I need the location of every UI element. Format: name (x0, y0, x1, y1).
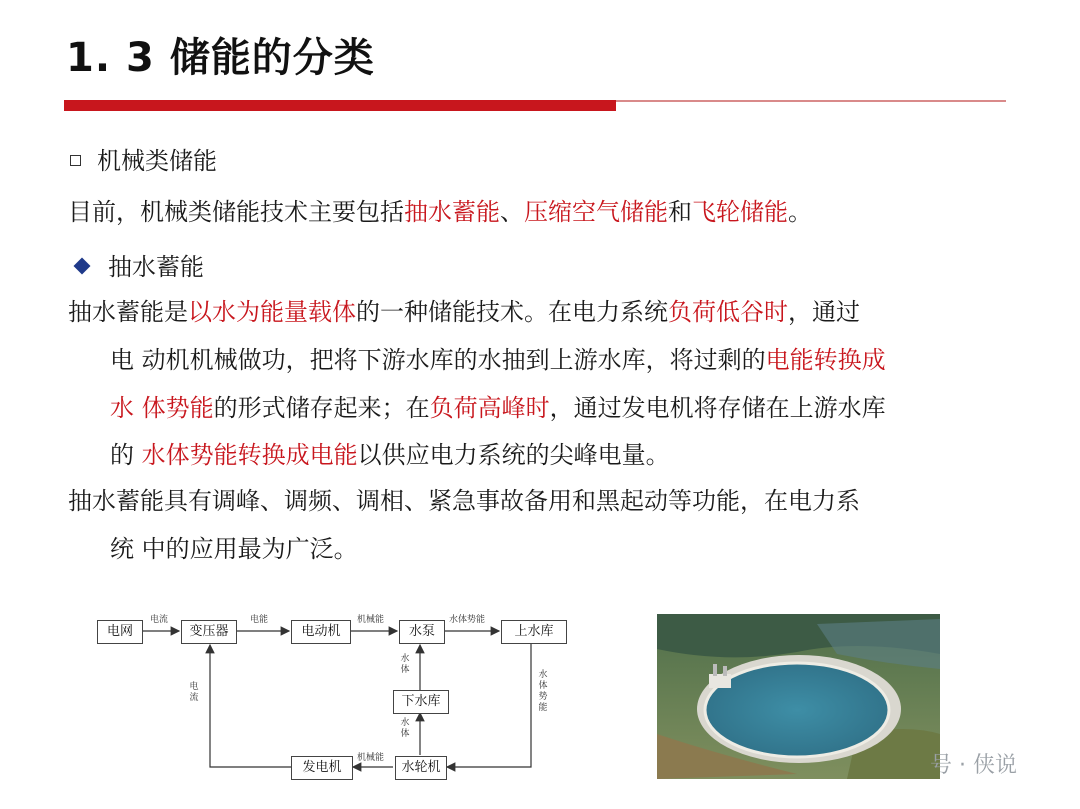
para1-line1 (68, 297, 860, 327)
body-text: 的一种储能技术。在电力系统 (356, 298, 668, 326)
reservoir-photo (657, 614, 940, 779)
edge-label-mechanical: 机械能 (357, 615, 385, 625)
edge-label-water-lower: 水体 (400, 718, 410, 739)
title-rule-thin (616, 100, 1006, 102)
node-motor: 电动机 (291, 620, 351, 644)
edge-label-water-potential: 水体势能 (449, 615, 486, 625)
reservoir-photo-drawing (657, 614, 940, 779)
title-rule-thick (64, 100, 616, 111)
edge-label-current-vertical: 电流 (189, 682, 199, 703)
node-transformer: 变压器 (181, 620, 237, 644)
sub-heading-text: 抽水蓄能 (108, 253, 204, 281)
highlight-text: 以水为能量载体 (188, 298, 356, 326)
edge-label-water-potential-vertical: 水体势能 (538, 670, 548, 713)
highlight-text: 水 体势能 (110, 394, 214, 422)
highlight-compressed-air: 压缩空气储能 (524, 198, 668, 226)
node-upper-reservoir: 上水库 (501, 620, 567, 644)
highlight-flywheel: 飞轮储能 (692, 198, 788, 226)
page-title: 1. 3 储能的分类 (66, 35, 375, 81)
intro-text: 、 (500, 198, 524, 226)
highlight-text: 水体势能转换成电能 (141, 441, 358, 469)
body-text: 抽水蓄能是 (68, 298, 188, 326)
node-generator: 发电机 (291, 756, 353, 780)
intro-text: 和 (668, 198, 692, 226)
body-text: 电 动机机械做功，把将下游水库的水抽到上游水库，将过剩的 (110, 346, 766, 374)
watermark: 号 · 侠说 (930, 753, 1017, 778)
para1-line4 (110, 440, 670, 470)
edge-label-mechanical-lower: 机械能 (357, 753, 385, 763)
highlight-text: 电能转换成 (765, 346, 886, 374)
node-pump: 水泵 (399, 620, 445, 644)
highlight-text: 负荷低谷时 (668, 298, 788, 326)
intro-line (68, 197, 812, 227)
section-heading-text: 机械类储能 (97, 147, 217, 175)
body-text: ，通过发电机将存储在上游水库 (549, 394, 886, 422)
edge-label-water-upper: 水体 (400, 654, 410, 675)
highlight-text: 负荷高峰时 (429, 394, 550, 422)
sub-heading (70, 252, 204, 282)
diamond-bullet-icon (74, 258, 91, 275)
node-lower-reservoir: 下水库 (393, 690, 449, 714)
para2-line1: 抽水蓄能具有调峰、调频、调相、紧急事故备用和黑起动等功能，在电力系 (68, 487, 860, 515)
highlight-pumped-storage: 抽水蓄能 (404, 198, 500, 226)
intro-text: 目前，机械类储能技术主要包括 (68, 198, 404, 226)
pumped-storage-flow-diagram (95, 600, 595, 790)
body-text: 的 (110, 441, 142, 469)
intro-text: 。 (788, 198, 812, 226)
body-text: ，通过 (788, 298, 860, 326)
para1-line3 (110, 393, 886, 423)
section-heading (70, 146, 217, 176)
node-grid: 电网 (97, 620, 143, 644)
square-bullet-icon (70, 155, 81, 166)
node-turbine: 水轮机 (395, 756, 447, 780)
body-text: 以供应电力系统的尖峰电量。 (357, 441, 670, 469)
body-text: 的形式储存起来；在 (213, 394, 430, 422)
edge-label-current: 电流 (150, 615, 169, 625)
para2-line2: 统 中的应用最为广泛。 (110, 535, 358, 563)
para1-line2 (110, 345, 886, 375)
edge-label-electric: 电能 (250, 615, 269, 625)
